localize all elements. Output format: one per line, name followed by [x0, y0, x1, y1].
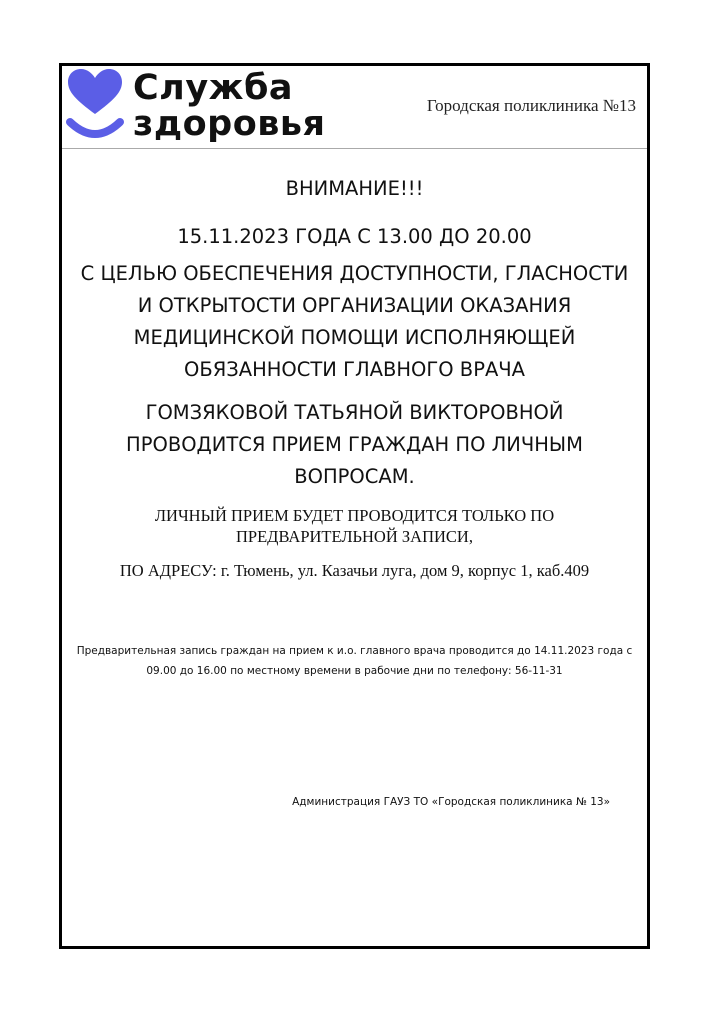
logo-wordmark — [133, 70, 326, 142]
logo-line-1: Служба — [133, 68, 294, 108]
purpose-line: МЕДИЦИНСКОЙ ПОМОЩИ ИСПОЛНЯЮЩЕЙ — [133, 326, 576, 349]
person-line: ПРОВОДИТСЯ ПРИЕМ ГРАЖДАН ПО ЛИЧНЫМ — [126, 433, 583, 456]
registration-block — [62, 641, 647, 681]
attention-heading: ВНИМАНИЕ!!! — [285, 177, 424, 200]
administration-signature: Администрация ГАУЗ ТО «Городская поликлиника № 13» — [292, 796, 610, 808]
date-time-line: 15.11.2023 ГОДА С 13.00 ДО 20.00 — [177, 225, 532, 248]
person-line: ГОМЗЯКОВОЙ ТАТЬЯНОЙ ВИКТОРОВНОЙ — [145, 401, 564, 424]
appointment-block — [62, 505, 647, 547]
purpose-line: С ЦЕЛЬЮ ОБЕСПЕЧЕНИЯ ДОСТУПНОСТИ, ГЛАСНОСТИ — [80, 262, 629, 285]
purpose-line: И ОТКРЫТОСТИ ОРГАНИЗАЦИИ ОКАЗАНИЯ — [137, 294, 572, 317]
heart-smile-logo-icon — [64, 68, 126, 138]
address-line: ПО АДРЕСУ: г. Тюмень, ул. Казачьи луга, дом 9, корпус 1, каб.409 — [119, 561, 590, 580]
appointment-line: ПРЕДВАРИТЕЛЬНОЙ ЗАПИСИ, — [236, 527, 473, 546]
purpose-block — [62, 258, 647, 386]
registration-line: Предварительная запись граждан на прием к и.о. главного врача проводится до 14.11.2023 года с — [76, 645, 633, 657]
appointment-line: ЛИЧНЫЙ ПРИЕМ БУДЕТ ПРОВОДИТСЯ ТОЛЬКО ПО — [154, 506, 555, 525]
purpose-line: ОБЯЗАННОСТИ ГЛАВНОГО ВРАЧА — [183, 358, 525, 381]
registration-line: 09.00 до 16.00 по местному времени в рабочие дни по телефону: 56-11-31 — [146, 665, 563, 677]
person-block — [62, 397, 647, 493]
person-line: ВОПРОСАМ. — [294, 465, 415, 488]
logo-line-2: здоровья — [133, 104, 326, 144]
clinic-name: Городская поликлиника №13 — [426, 96, 636, 115]
header-divider — [62, 148, 647, 149]
